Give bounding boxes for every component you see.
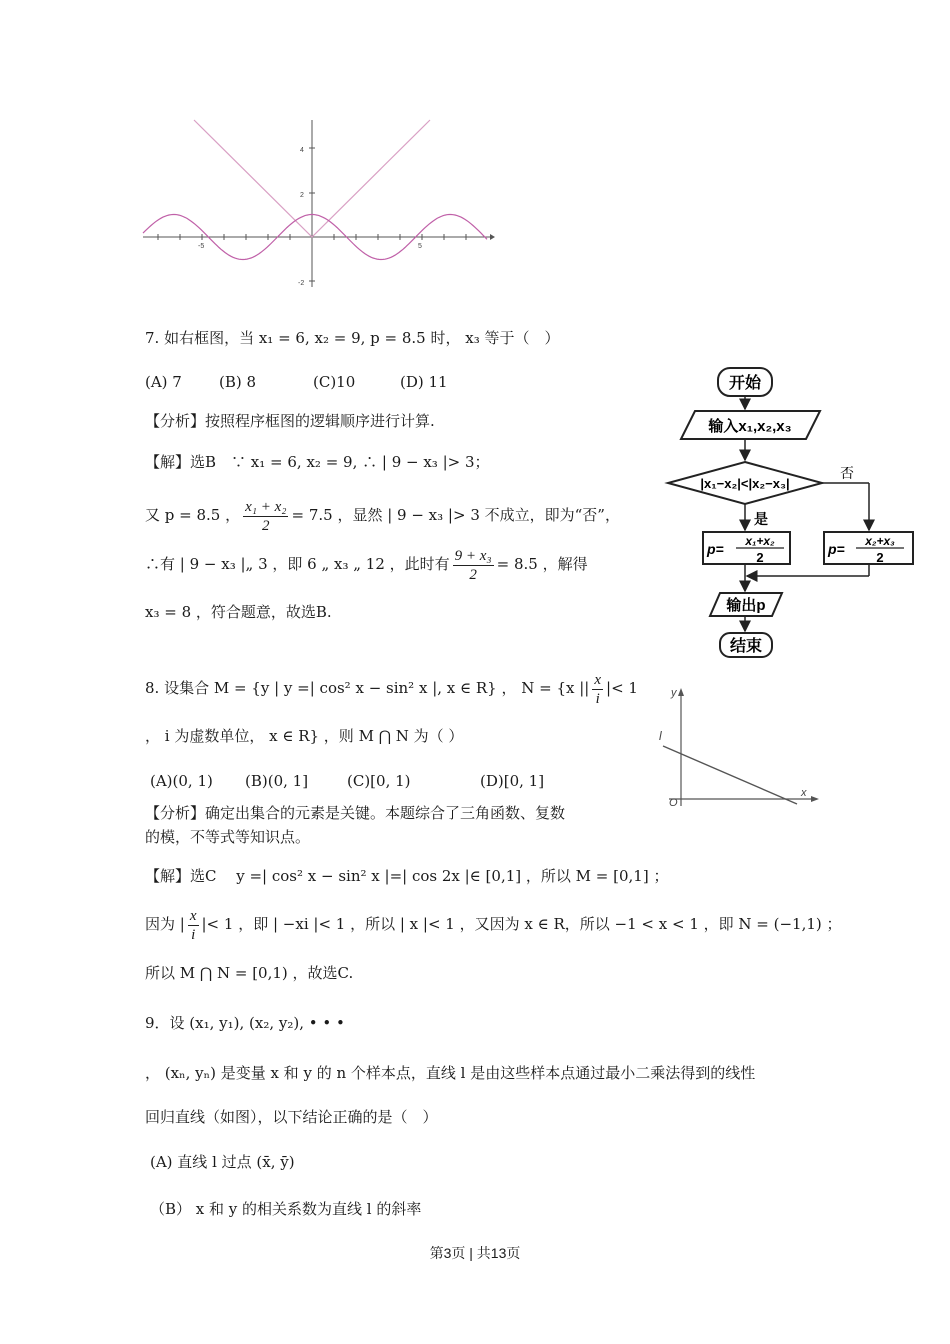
- q9-option-a: (A) 直线 l 过点 (x̄, ȳ): [150, 1153, 295, 1171]
- flow-right-num: x₂+x₃: [865, 534, 895, 548]
- flow-start-label: 开始: [728, 375, 762, 392]
- flow-left-num: x₁+x₂: [745, 534, 775, 548]
- q8-analysis-1: 【分析】确定出集合的元素是关键。本题综合了三角函数、复数: [145, 804, 566, 822]
- q7-analysis: 【分析】按照程序框图的逻辑顺序进行计算.: [145, 412, 435, 430]
- q7-sol3-part-a: ∴有 | 9 − x₃ |„ 3 ，即 6 „ x₃ „ 12 ，此时有: [145, 555, 450, 573]
- q7-solution-2: [145, 493, 620, 537]
- flow-no-label: 否: [840, 465, 854, 481]
- q8-stem-frac-num: x: [594, 671, 602, 688]
- q9-stem-1: 9．设 (x₁, y₁), (x₂, y₂), • • •: [145, 1014, 345, 1032]
- flow-end-label: 结束: [729, 638, 763, 655]
- y-tick-neg2: -2: [298, 280, 305, 287]
- q7-sol3-fraction: [453, 547, 494, 584]
- q9-option-b: （B） x 和 y 的相关系数为直线 l 的斜率: [150, 1200, 422, 1218]
- q9-stem-3: 回归直线（如图），以下结论正确的是（ ）: [145, 1108, 438, 1126]
- q7-solution-1: 【解】选B ∵ x₁ = 6, x₂ = 9, ∴ | 9 − x₃ |> 3；: [145, 453, 490, 471]
- reg-y-label: y: [671, 687, 677, 699]
- q7-solution-4: x₃ = 8 ，符合题意，故选B.: [145, 603, 332, 621]
- x-tick-5: 5: [418, 243, 422, 250]
- flow-output-label: 输出p: [726, 597, 766, 614]
- flow-yes-label: 是: [754, 511, 768, 527]
- q8-option-a: (A)(0, 1): [150, 772, 213, 790]
- flowchart: [660, 362, 935, 662]
- q8-option-c: (C)[0, 1): [347, 772, 411, 790]
- q7-sol2-part-a: 又 p = 8.5 ，: [145, 506, 241, 524]
- q8-sol2-part-a: 因为 |: [145, 915, 185, 933]
- q8-solution-2: [145, 902, 842, 946]
- q7-sol2-part-b: = 7.5 ，显然 | 9 − x₃ |> 3 不成立，即为“否”，: [291, 506, 620, 524]
- q8-stem-2: ， i 为虚数单位， x ∈ R} ，则 M ⋂ N 为（ ）: [145, 727, 464, 745]
- q7-stem: 7. 如右框图，当 x₁ = 6, x₂ = 9, p = 8.5 时， x₃ 等于（ ）: [145, 329, 560, 347]
- q7-sol3-frac-den: 2: [469, 566, 477, 583]
- flow-left-p: p=: [707, 541, 724, 557]
- reg-origin-label: O: [669, 797, 678, 809]
- q8-sol2-fraction: [188, 907, 199, 944]
- y-tick-2: 2: [300, 192, 304, 199]
- flow-right-p: p=: [828, 541, 845, 557]
- flow-left-den: 2: [756, 550, 764, 565]
- q8-option-d: (D)[0, 1]: [480, 772, 545, 790]
- q7-option-a: (A) 7: [145, 373, 182, 391]
- reg-line-label: l: [659, 729, 662, 743]
- q8-analysis-2: 的模，不等式等知识点。: [145, 828, 311, 846]
- q8-sol2-frac-den: i: [191, 926, 196, 943]
- reg-line-l: [663, 746, 797, 804]
- function-graph: [140, 115, 495, 290]
- q8-stem-frac-den: i: [595, 690, 600, 707]
- q9-stem-2: ， (xₙ, yₙ) 是变量 x 和 y 的 n 个样本点，直线 l 是由这些样本点通过最小二乘法得到的线性: [145, 1064, 756, 1082]
- q8-stem-part-b: |< 1: [606, 679, 638, 697]
- q8-stem: [145, 666, 638, 710]
- q8-solution-1: 【解】选C y =| cos² x − sin² x |=| cos 2x |∈ [0,1] ，所以 M = [0,1] ；: [145, 867, 669, 885]
- y-tick-4: 4: [300, 147, 304, 154]
- q8-stem-part-a: 8. 设集合 M = {y | y =| cos² x − sin² x |, x ∈ R} ， N = {x ||: [145, 679, 590, 697]
- flow-input-label: 输入x₁,x₂,x₃: [708, 418, 792, 435]
- q8-stem-fraction: [592, 671, 603, 708]
- q7-solution-3: [145, 542, 588, 586]
- q7-option-c: (C)10: [313, 373, 356, 391]
- page-footer: 第3页 | 共13页: [429, 1245, 521, 1261]
- q7-sol2-frac-den: 2: [262, 517, 270, 534]
- q8-sol2-part-b: |< 1 ，即 | −xi |< 1 ，所以 | x |< 1 ，又因为 x ∈ R，所以 −1 < x < 1 ，即 N = (−1,1) ；: [201, 915, 842, 933]
- reg-x-label: x: [801, 787, 807, 799]
- q8-option-b: (B)(0, 1]: [245, 772, 309, 790]
- flow-condition-label: |x₁−x₂|<|x₂−x₃|: [700, 476, 790, 491]
- q7-option-d: (D) 11: [400, 373, 448, 391]
- q7-sol2-frac-num: x₁ + x₂: [245, 498, 287, 515]
- x-axis-arrow: [490, 234, 495, 240]
- x-tick-neg5: -5: [198, 243, 205, 250]
- flow-right-den: 2: [876, 550, 884, 565]
- q7-sol2-fraction: [243, 498, 288, 535]
- q8-sol2-frac-num: x: [189, 907, 197, 924]
- q7-option-b: (B) 8: [219, 373, 257, 391]
- q7-sol3-part-b: = 8.5 ，解得: [496, 555, 588, 573]
- regression-graph: [655, 682, 825, 812]
- q8-solution-3: 所以 M ⋂ N = [0,1) ，故选C.: [145, 964, 354, 982]
- q7-sol3-frac-num: 9 + x₃: [454, 547, 492, 564]
